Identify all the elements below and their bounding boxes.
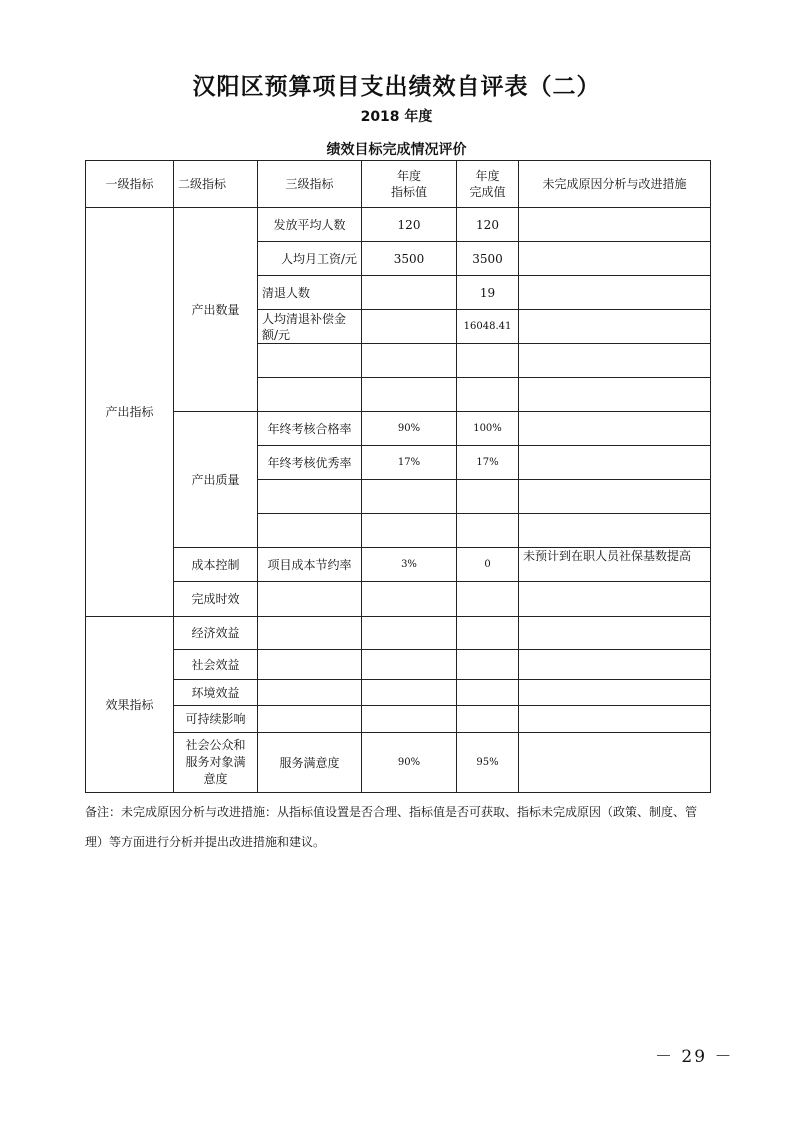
sub-quality: 产出质量 <box>174 412 258 548</box>
indicator-name: 人均清退补偿金额/元 <box>258 310 362 344</box>
indicator-reason <box>519 446 711 480</box>
table-row <box>86 208 711 242</box>
indicator-actual: 19 <box>457 276 519 310</box>
header-actual: 年度 完成值 <box>457 161 519 208</box>
table-row <box>86 733 711 793</box>
indicator-actual: 3500 <box>457 242 519 276</box>
sub-environment: 环境效益 <box>174 680 258 706</box>
header-level1: 一级指标 <box>86 161 174 208</box>
indicator-target: 90% <box>362 733 457 793</box>
year-label: 2018 年度 <box>360 109 433 125</box>
performance-table <box>85 160 711 793</box>
indicator-target: 3500 <box>362 242 457 276</box>
cat-effect: 效果指标 <box>86 617 174 793</box>
sub-quantity: 产出数量 <box>174 208 258 412</box>
indicator-target: 90% <box>362 412 457 446</box>
indicator-target <box>362 276 457 310</box>
table-row <box>86 706 711 733</box>
indicator-name: 项目成本节约率 <box>258 548 362 582</box>
indicator-actual: 0 <box>457 548 519 582</box>
indicator-actual: 17% <box>457 446 519 480</box>
indicator-actual: 120 <box>457 208 519 242</box>
table-row <box>86 650 711 680</box>
indicator-target: 120 <box>362 208 457 242</box>
indicator-target: 3% <box>362 548 457 582</box>
indicator-reason <box>519 412 711 446</box>
indicator-target: 17% <box>362 446 457 480</box>
indicator-name: 年终考核合格率 <box>258 412 362 446</box>
indicator-reason <box>519 276 711 310</box>
indicator-reason <box>519 733 711 793</box>
indicator-reason <box>519 310 711 344</box>
indicator-name: 年终考核优秀率 <box>258 446 362 480</box>
sub-timeliness: 完成时效 <box>174 582 258 617</box>
indicator-target <box>362 310 457 344</box>
indicator-name: 人均月工资/元 <box>258 242 362 276</box>
header-target: 年度 指标值 <box>362 161 457 208</box>
header-row <box>86 161 711 208</box>
page-number: － 29 － <box>655 1047 734 1067</box>
indicator-actual: 95% <box>457 733 519 793</box>
indicator-actual: 100% <box>457 412 519 446</box>
table-row <box>86 582 711 617</box>
indicator-reason <box>519 242 711 276</box>
indicator-actual: 16048.41 <box>457 310 519 344</box>
sub-sustainable: 可持续影响 <box>174 706 258 733</box>
table-row <box>86 412 711 446</box>
section-subtitle: 绩效目标完成情况评价 <box>326 142 467 158</box>
indicator-name: 清退人数 <box>258 276 362 310</box>
cat-output: 产出指标 <box>86 208 174 617</box>
header-level3: 三级指标 <box>258 161 362 208</box>
indicator-name: 发放平均人数 <box>258 208 362 242</box>
sub-social: 社会效益 <box>174 650 258 680</box>
indicator-reason <box>519 208 711 242</box>
sub-satisfaction: 社会公众和服务对象满意度 <box>174 733 258 793</box>
indicator-reason: 未预计到在职人员社保基数提高 <box>519 548 711 582</box>
sub-cost: 成本控制 <box>174 548 258 582</box>
page-title: 汉阳区预算项目支出绩效自评表（二） <box>192 74 601 100</box>
sub-economic: 经济效益 <box>174 617 258 650</box>
table-row <box>86 548 711 582</box>
table-row <box>86 617 711 650</box>
header-level2: 二级指标 <box>174 161 258 208</box>
indicator-name: 服务满意度 <box>258 733 362 793</box>
footnote: 备注：未完成原因分析与改进措施：从指标值设置是否合理、指标值是否可获取、指标未完成原因（政策、制度、管理）等方面进行分析并提出改进措施和建议。 <box>85 805 698 849</box>
table-row <box>86 680 711 706</box>
header-reason: 未完成原因分析与改进措施 <box>519 161 711 208</box>
